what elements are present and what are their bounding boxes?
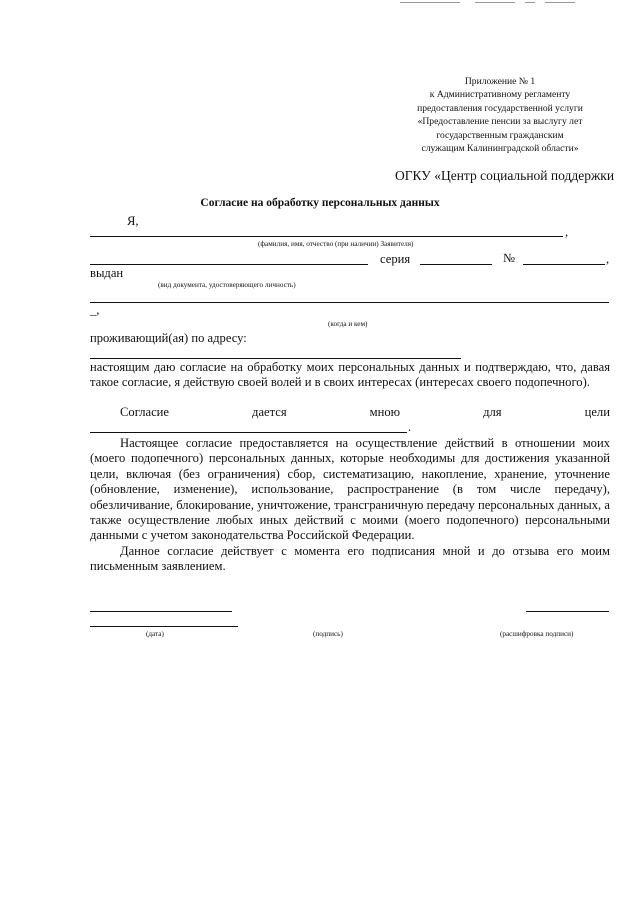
comma: , (565, 225, 569, 239)
purpose-line (120, 405, 610, 420)
scan-artifact (400, 2, 600, 4)
document-caption: (вид документа, удостоверяющего личность) (158, 281, 296, 289)
validity-paragraph: Данное согласие действует с момента его подписания мной и до отзыва его моим письменным заявлением. (90, 544, 610, 574)
full-name-field[interactable] (90, 236, 563, 237)
number-label: № (503, 251, 516, 265)
consent-intro-paragraph: настоящим даю согласие на обработку моих персональных данных и подтверждаю, что, давая такое согласие, я действую своей волей и в своих интересах (интересах своего подопечного). (90, 360, 610, 390)
issued-by-field[interactable] (90, 302, 609, 303)
recipient-organization: ОГКУ «Центр социальной поддержки (395, 168, 615, 183)
when-caption: (когда и кем) (328, 320, 368, 328)
document-type-field[interactable] (90, 264, 368, 265)
full-name-caption: (фамилия, имя, отчество (при наличии) Заявителя) (258, 240, 414, 248)
residing-label: проживающий(ая) по адресу: (90, 331, 247, 345)
appendix-header (380, 75, 620, 155)
purpose-word: для (483, 405, 502, 419)
purpose-word: дается (252, 405, 287, 419)
appendix-line: служащим Калининградской области» (421, 143, 579, 155)
i-label: Я, (127, 214, 139, 228)
purpose-word: цели (584, 405, 610, 419)
dash-comma: _, (90, 303, 100, 317)
scope-paragraph: Настоящее согласие предоставляется на осуществление действий в отношении моих (моего подопечного) персональных данных, которые необходимы для достижения указанной цели, включая (без ограничения) сбор, систематизацию, накопление, хранение, уточнение (обновление, изменение), использование, распространение (в том числе передачу), обезличивание, блокирование, уничтожение, трансграничную передачу персональных данных, а также осуществление любых иных действий с моими (моего подопечного) персональными данными с учетом законодательства Российской Федерации. (90, 436, 610, 543)
purpose-end: . (408, 420, 412, 434)
date-field[interactable] (90, 611, 232, 612)
issued-label: выдан (90, 266, 124, 280)
series-label: серия (380, 252, 411, 266)
appendix-line: Приложение № 1 (464, 76, 536, 87)
appendix-line: государственным гражданским (436, 129, 564, 141)
date-caption: (дата) (146, 630, 164, 638)
purpose-word: Согласие (120, 405, 170, 419)
appendix-line: «Предоставление пенсии за выслугу лет (417, 116, 583, 128)
decryption-caption: (расшифровка подписи) (500, 630, 574, 638)
series-field[interactable] (420, 264, 492, 265)
appendix-line: к Административному регламенту (429, 89, 571, 101)
decryption-field[interactable] (526, 611, 609, 612)
address-field[interactable] (90, 358, 461, 359)
signature-caption: (подпись) (313, 630, 343, 638)
comma: , (606, 252, 610, 266)
purpose-word: мною (369, 405, 401, 419)
purpose-field[interactable] (90, 432, 407, 433)
number-field[interactable] (523, 264, 605, 265)
appendix-line: предоставления государственной услуги (417, 102, 583, 114)
signature-line[interactable] (90, 626, 238, 627)
document-title: Согласие на обработку персональных данных (200, 197, 440, 209)
